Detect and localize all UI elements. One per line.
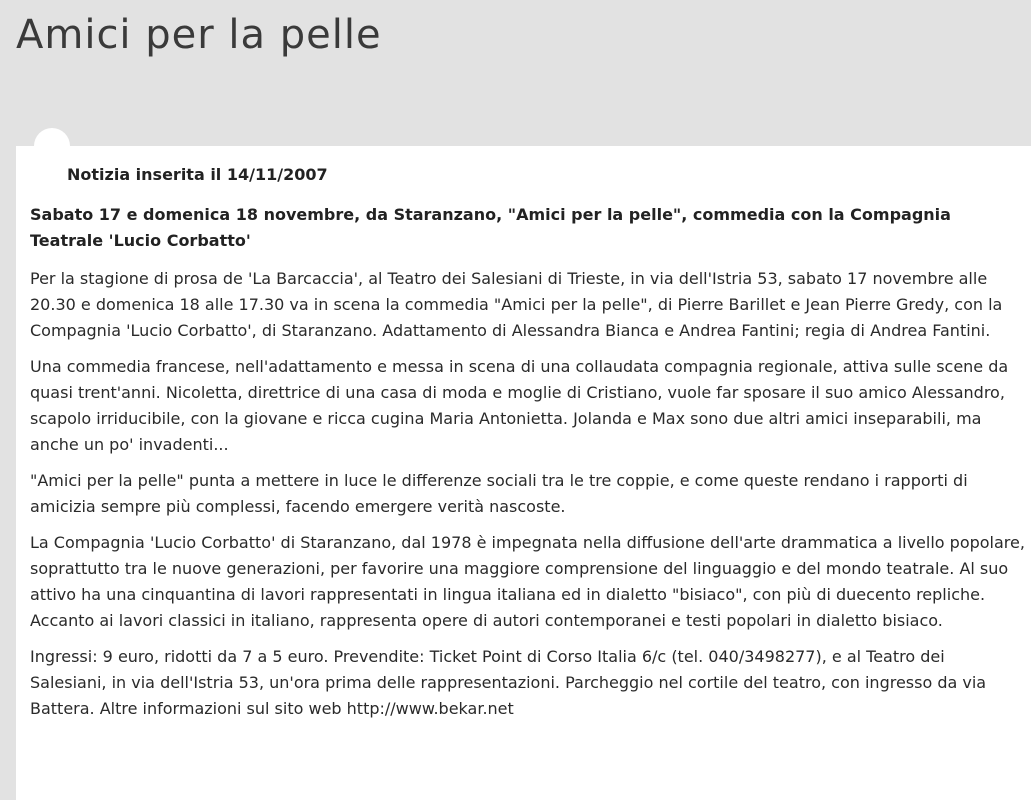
article-paragraph: La Compagnia 'Lucio Corbatto' di Staranzano, dal 1978 è impegnata nella diffusione dell'arte drammatica a livello popolare, soprattutto tra le nuove generazioni, per favorire una maggiore comprensione del linguaggio e del mondo teatrale. Al suo attivo ha una cinquantina di lavori rappresentati in lingua italiana ed in dialetto "bisiaco", con più di duecento repliche. Accanto ai lavori classici in italiano, rappresenta opere di autori contemporanei e testi popolari in dialetto bisiaco. bbox=[30, 533, 1025, 630]
article-paragraph: Ingressi: 9 euro, ridotti da 7 a 5 euro. Prevendite: Ticket Point di Corso Italia 6/c (tel. 040/3498277), e al Teatro dei Salesiani, in via dell'Istria 53, un'ora prima delle rappresentazioni. Parcheggio nel cortile del teatro, con ingresso da via Battera. Altre informazioni sul sito web http://www.bekar.net bbox=[30, 647, 987, 718]
article-card bbox=[16, 146, 1031, 800]
page-header bbox=[0, 0, 1031, 146]
article-paragraph: "Amici per la pelle" punta a mettere in luce le differenze sociali tra le tre coppie, e come queste rendano i rapporti di amicizia sempre più complessi, facendo emergere verità nascoste. bbox=[30, 471, 968, 516]
article-paragraph: Una commedia francese, nell'adattamento e messa in scena di una collaudata compagnia regionale, attiva sulle scene da quasi trent'anni. Nicoletta, direttrice di una casa di moda e moglie di Cristiano, vuole far sposare il suo amico Alessandro, scapolo irriducibile, con la giovane e ricca cugina Maria Antonietta. Jolanda e Max sono due altri amici inseparabili, ma anche un po' invadenti... bbox=[30, 357, 1009, 454]
page-title: Amici per la pelle bbox=[16, 12, 382, 58]
article-paragraph: Per la stagione di prosa de 'La Barcaccia', al Teatro dei Salesiani di Trieste, in via dell'Istria 53, sabato 17 novembre alle 20.30 e domenica 18 alle 17.30 va in scena la commedia "Amici per la pelle", di Pierre Barillet e Jean Pierre Gredy, con la Compagnia 'Lucio Corbatto', di Staranzano. Adattamento di Alessandra Bianca e Andrea Fantini; regia di Andrea Fantini. bbox=[30, 269, 1003, 340]
news-headline: Sabato 17 e domenica 18 novembre, da Staranzano, "Amici per la pelle", commedia con la Compagnia Teatrale 'Lucio Corbatto' bbox=[30, 205, 951, 250]
news-date: Notizia inserita il 14/11/2007 bbox=[67, 165, 328, 184]
